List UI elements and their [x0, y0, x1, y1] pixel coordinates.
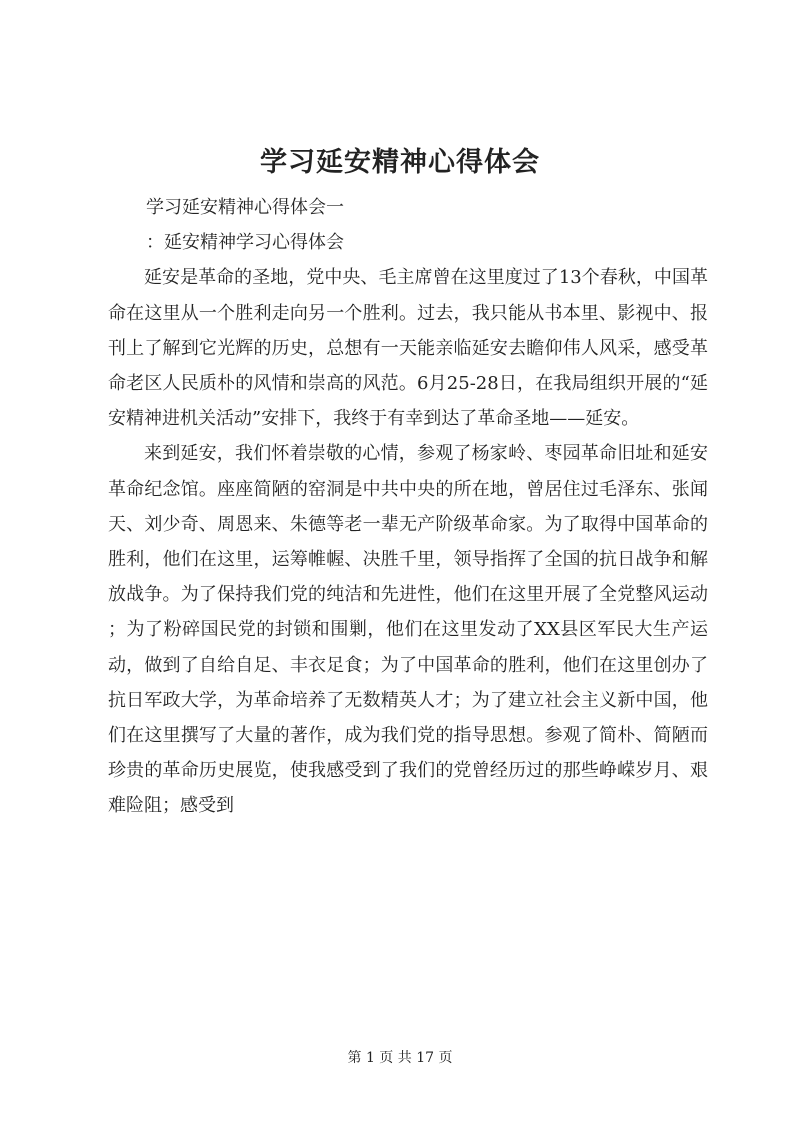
- document-body: [108, 190, 708, 824]
- document-title: 学习延安精神心得体会: [260, 147, 540, 178]
- paragraph: 来到延安，我们怀着崇敬的心情，参观了杨家岭、枣园革命旧址和延安革命纪念馆。座座简陋的窑洞是中共中央的所在地，曾居住过毛泽东、张闻天、刘少奇、周恩来、朱德等老一辈无产阶级革命家。为了取得中国革命的胜利，他们在这里，运筹帷幄、决胜千里，领导指挥了全国的抗日战争和解放战争。为了保持我们党的纯洁和先进性，他们在这里开展了全党整风运动；为了粉碎国民党的封锁和围剿，他们在这里发动了XX县区军民大生产运动，做到了自给自足、丰衣足食；为了中国革命的胜利，他们在这里创办了抗日军政大学，为革命培养了无数精英人才；为了建立社会主义新中国，他们在这里撰写了大量的著作，成为我们党的指导思想。参观了简朴、简陋而珍贵的革命历史展览，使我感受到了我们的党曾经历过的那些峥嵘岁月、艰难险阻；感受到: [108, 443, 708, 817]
- paragraph: 延安是革命的圣地，党中央、毛主席曾在这里度过了13个春秋，中国革命在这里从一个胜利走向另一个胜利。过去，我只能从书本里、影视中、报刊上了解到它光辉的历史，总想有一天能亲临延安去瞻仰伟人风采，感受革命老区人民质朴的风情和崇高的风范。6月25-28日，在我局组织开展的“延安精神进机关活动”安排下，我终于有幸到达了革命圣地——延安。: [108, 267, 708, 430]
- subtitle: 学习延安精神心得体会一: [146, 197, 344, 218]
- section-heading: ：延安精神学习心得体会: [146, 232, 344, 254]
- page-footer: [0, 1048, 800, 1068]
- page-number: 第 1 页 共 17 页: [347, 1050, 453, 1066]
